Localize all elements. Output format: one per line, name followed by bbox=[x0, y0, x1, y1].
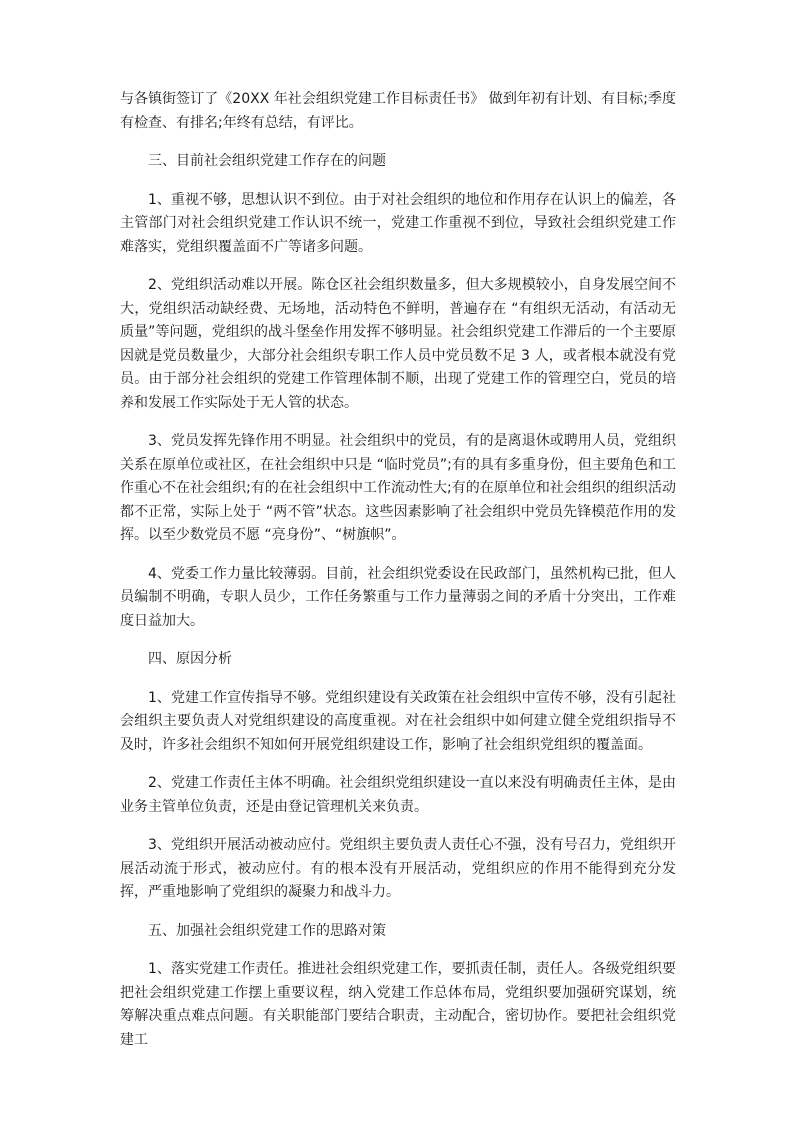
section-heading-4: 四、原因分析 bbox=[148, 651, 232, 667]
paragraph-4-1: 1、党建工作宣传指导不够。党组织建设有关政策在社会组织中宣传不够，没有引起社会组织主要负责人对党组织建设的高度重视。对在社会组织中如何建立健全党组织指导不及时，许多社会组织不知如何开展党组织建设工作，影响了社会组织党组织的覆盖面。 bbox=[120, 689, 676, 753]
paragraph-gap bbox=[120, 672, 676, 687]
paragraph-4-3: 3、党组织开展活动被动应付。党组织主要负责人责任心不强，没有号召力，党组织开展活动流于形式，被动应付。有的根本没有开展活动，党组织应的作用不能得到充分发挥，严重地影响了党组织的凝聚力和战斗力。 bbox=[120, 837, 676, 900]
paragraph-gap bbox=[120, 905, 676, 920]
section-heading-5: 五、加强社会组织党建工作的思路对策 bbox=[148, 922, 386, 939]
paragraph-gap bbox=[120, 819, 676, 834]
paragraph-intro: 与各镇街签订了《20XX 年社会组织党建工作目标责任书》 做到年初有计划、有目标;季度有检查、有排名;年终有总结，有评比。 bbox=[120, 91, 676, 131]
paragraph-gap bbox=[120, 548, 676, 563]
paragraph-gap bbox=[120, 174, 676, 189]
paragraph-3-2: 2、党组织活动难以开展。陈仓区社会组织数量多，但大多规模较小，自身发展空间不大，党组织活动缺经费、无场地，活动特色不鲜明，普遍存在 “有组织无活动，有活动无质量”等问题，党组织的战斗堡垒作用发挥不够明显。社会组织党建工作滞后的一个主要原因就是党员数量少，大部分社会组织专职工作人员中党员数不足 3 人，或者根本就没有党员。由于部分社会组织的党建工作管理体制不顺，出现了党建工作的管理空白，党员的培养和发展工作实际处于无人管的状态。 bbox=[120, 277, 676, 411]
paragraph-gap bbox=[120, 135, 676, 150]
paragraph-gap bbox=[120, 259, 676, 274]
paragraph-3-3: 3、党员发挥先锋作用不明显。社会组织中的党员，有的是离退休或聘用人员，党组织关系在原单位或社区，在社会组织中只是 “临时党员”;有的具有多重身份，但主要角色和工作重心不在社会组织;有的在社会组织中工作流动性大;有的在原单位和社会组织的组织活动都不正常，实际上处于 “两不管”状态。这些因素影响了社会组织中党员先锋模范作用的发挥。以至少数党员不愿 “亮身份”、“树旗帜”。 bbox=[120, 433, 676, 543]
document-page bbox=[120, 88, 676, 1052]
paragraph-gap bbox=[120, 943, 676, 958]
paragraph-3-1: 1、重视不够，思想认识不到位。由于对社会组织的地位和作用存在认识上的偏差，各主管部门对社会组织党建工作认识不统一，党建工作重视不到位，导致社会组织党建工作难落实，党组织覆盖面不广等诸多问题。 bbox=[120, 191, 676, 255]
paragraph-4-2: 2、党建工作责任主体不明确。社会组织党组织建设一直以来没有明确责任主体，是由业务主管单位负责，还是由登记管理机关来负责。 bbox=[120, 775, 676, 815]
paragraph-5-1: 1、落实党建工作责任。推进社会组织党建工作，要抓责任制，责任人。各级党组织要把社会组织党建工作摆上重要议程，纳入党建工作总体布局，党组织要加强研究谋划，统筹解决重点难点问题。有关职能部门要结合职责，主动配合，密切协作。要把社会组织党建工 bbox=[120, 961, 676, 1048]
paragraph-gap bbox=[120, 757, 676, 772]
paragraph-gap bbox=[120, 415, 676, 430]
paragraph-gap bbox=[120, 633, 676, 648]
section-heading-3: 三、目前社会组织党建工作存在的问题 bbox=[148, 153, 386, 169]
paragraph-3-4: 4、党委工作力量比较薄弱。目前，社会组织党委设在民政部门，虽然机构已批，但人员编制不明确，专职人员少，工作任务繁重与工作力量薄弱之间的矛盾十分突出，工作难度日益加大。 bbox=[120, 565, 676, 629]
